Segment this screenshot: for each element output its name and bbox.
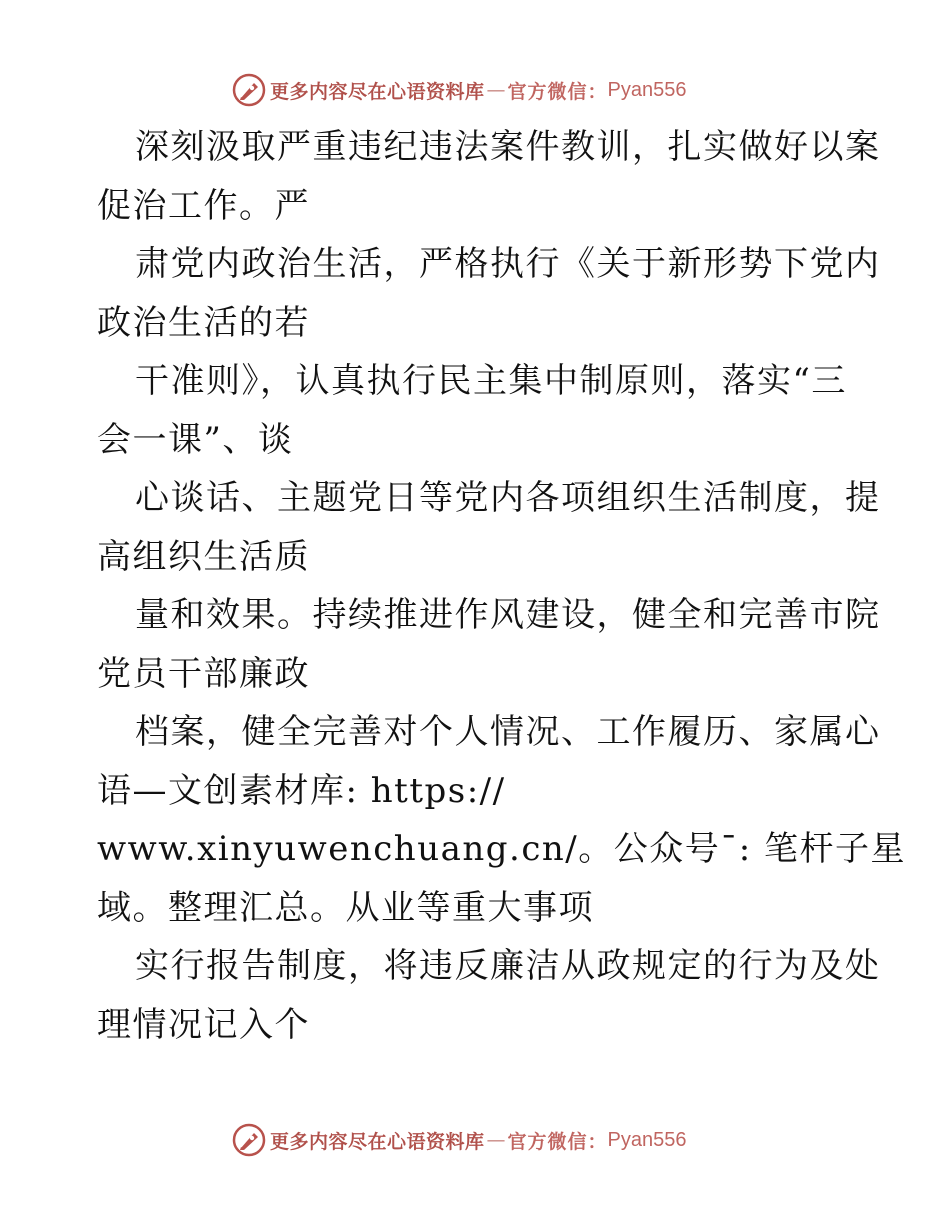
body-line: 语—文创素材库: https://	[97, 770, 506, 811]
body-line: 肃党内政治生活，严格执行《关于新形势下党内	[135, 244, 881, 284]
document-body	[97, 118, 906, 1054]
body-line: www.xinyuwenchuang.cn/。公众号¯: 笔杆子星	[97, 829, 906, 869]
footer-banner	[232, 1120, 732, 1160]
body-line: 高组织生活质	[97, 536, 310, 577]
body-line: 域。整理汇总。从业等重大事项	[97, 887, 594, 928]
body-line: 干准则》，认真执行民主集中制原则，落实“三	[135, 361, 847, 401]
body-line: 党员干部廉政	[97, 653, 310, 694]
banner-dash: —	[486, 79, 506, 101]
body-line: 心谈话、主题党日等党内各项组织生活制度，提	[135, 478, 881, 518]
body-line: 政治生活的若	[97, 302, 310, 343]
header-banner	[232, 70, 732, 110]
body-line: 理情况记入个	[97, 1004, 310, 1045]
body-line: 深刻汲取严重违纪违法案件教训，扎实做好以案	[135, 127, 881, 167]
banner-main-text: 更多内容尽在心语资料库	[270, 1130, 485, 1153]
pen-nib-logo-icon	[232, 1123, 266, 1157]
banner-dash: —	[486, 1129, 506, 1151]
banner-wechat-label: 官方微信：	[507, 80, 608, 103]
body-line: 会一课”、谈	[97, 419, 294, 460]
body-line: 实行报告制度，将违反廉洁从政规定的行为及处	[135, 946, 881, 986]
body-line: 促治工作。严	[97, 185, 310, 226]
banner-wechat-id: Pyan556	[607, 1128, 687, 1151]
banner-main-text: 更多内容尽在心语资料库	[270, 80, 485, 103]
banner-wechat-id: Pyan556	[607, 78, 687, 101]
body-line: 量和效果。持续推进作风建设，健全和完善市院	[135, 595, 881, 635]
body-line: 档案，健全完善对个人情况、工作履历、家属心	[135, 712, 881, 752]
pen-nib-logo-icon	[232, 73, 266, 107]
banner-wechat-label: 官方微信：	[507, 1130, 608, 1153]
